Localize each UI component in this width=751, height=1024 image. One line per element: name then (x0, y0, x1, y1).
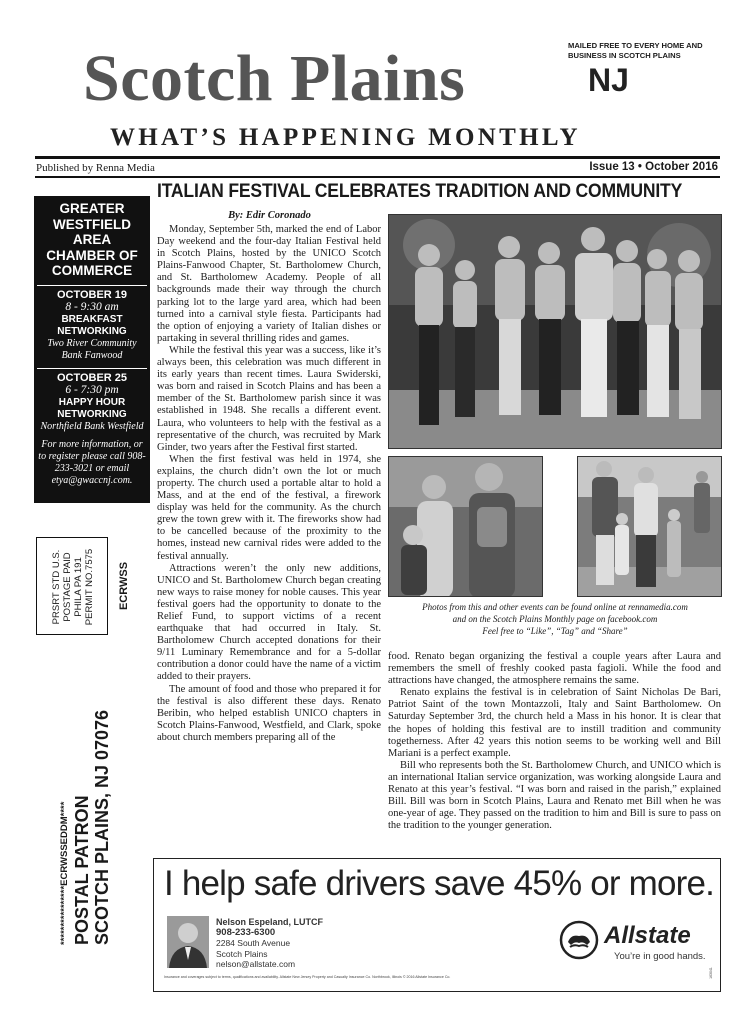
event-place: Two River Community Bank Fanwood (47, 337, 137, 361)
caption-line: Photos from this and other events can be found online at rennamedia.com (422, 602, 688, 612)
ad-fine-print: Insurance and coverages subject to terms, qualifications and availability. Allstate New Jersey Property and Casualty Insurance Co. Northbrook, Illinois © 2016 Allstate Insurance Co. (164, 975, 451, 979)
chamber-event (37, 368, 147, 433)
masthead-rule-bottom (35, 176, 720, 178)
event-time: 6 - 7:30 pm (65, 383, 119, 396)
family-photo (388, 456, 543, 597)
group-photo (388, 214, 722, 449)
article-paragraph: Monday, September 5th, marked the end of Labor Day weekend and the four-day Italian Festival held in Scotch Plains, hosted by the UNICO Scotch Plains-Fanwood Chapter, St. Bartholomew Church, and St. Bartholomew Academy. People of all backgrounds made their way through the church parking lot to the large yard area, which had been turned into a carnival style fiesta. Participants had the option of enjoying a variety of Italian dishes or partaking in several thrilling rides and games. (157, 224, 381, 344)
allstate-advertisement (153, 858, 721, 992)
chamber-title: GREATER WESTFIELD AREA CHAMBER OF COMMERCE (46, 201, 138, 278)
masthead-title: Scotch Plains (83, 42, 466, 115)
agent-email: nelson@allstate.com (216, 959, 296, 969)
event-place: Northfield Bank Westfield (40, 420, 144, 432)
good-hands-icon (559, 920, 599, 960)
agent-town: Scotch Plains (216, 948, 268, 959)
masthead-rule-top (35, 156, 720, 159)
chamber-sidebar (34, 196, 150, 503)
agent-street: 2284 South Avenue (216, 938, 291, 948)
agent-name: Nelson Espeland, LUTCF (216, 917, 324, 927)
issue-line: Issue 13 • October 2016 (589, 161, 718, 173)
masthead-state: NJ (588, 62, 629, 98)
article-paragraph: When the first festival was held in 1974, she explains, the church didn’t own the lot or much property. The church used a portable altar to hold a Mass, and at the end of the festival, a firework display was held for the community. As the church grew the town grew with it. The fireworks show had to be cancelled because of the proximity to the homes, instead new carnival rides were added to the festival annually. (157, 453, 381, 562)
caption-line: and on the Scotch Plains Monthly page on facebook.com (452, 614, 658, 624)
article-paragraph: While the festival this year was a success, like it’s always been, this celebration was much different in its early years than recent times. Laura Swiderski, was born and raised in Scotch Plains and has been a member of the St. Bartholomew parish since it was established in 1948. She recalls a different event. Laura, who volunteers to help with the festival as a representative of the church, was recruited by Mark Ginder, two years after the Festival first started. (157, 344, 381, 453)
brand-name: Allstate (604, 922, 691, 949)
address-sort-line: ****************ECRWSSEDDM**** (59, 801, 70, 945)
mailed-free-notice: MAILED FREE TO EVERY HOME AND BUSINESS IN SCOTCH PLAINS (568, 41, 703, 60)
postage-indicia (36, 537, 108, 635)
event-date: OCTOBER 25 (37, 368, 147, 384)
agent-phone: 908-233-6300 (216, 926, 276, 938)
mailing-address (58, 665, 112, 945)
article-column-2 (388, 651, 721, 849)
event-type: HAPPY HOUR NETWORKING (57, 396, 127, 420)
event-type: BREAKFAST NETWORKING (57, 313, 127, 337)
photo-caption (388, 601, 722, 637)
article-paragraph: Renato explains the festival is in celebration of Saint Nicholas De Bari, Patriot Saint of the town Montazzoli, Italy and Saint Bartholomew. On Saturday September 3rd, the church held a Mass in his honor. It is clear that the hopes of holding this festival are to instill tradition and community togetherness. After 42 years this notion seems to be working well and Bill Mariani is a perfect example. (388, 687, 721, 759)
article-headline: ITALIAN FESTIVAL CELEBRATES TRADITION AND COMMUNITY (157, 180, 683, 202)
article-paragraph: Attractions weren’t the only new additions, UNICO and St. Bartholomew Church began creating new ways to raise money for noble causes. This year festival goers had the opportunity to donate to the Relief Fund, to support victims of a recent earthquake that had occurred in Italy. St. Bartholomew Church accepted donations for their 9/11 Luminary Remembrance and for a 5-dollar contribution a donor could have the name of a victim added to their prayers. (157, 562, 381, 683)
brand-slogan: You’re in good hands. (614, 951, 706, 962)
article-column-1 (157, 224, 381, 852)
children-photo (577, 456, 722, 597)
event-time: 8 - 9:30 am (65, 300, 119, 313)
ad-headline: I help safe drivers save 45% or more. (164, 864, 715, 903)
article-paragraph: Bill who represents both the St. Bartholomew Church, and UNICO which is an international Italian service organization, was working alongside Laura and Renato at this year’s festival. “I was born and raised in the parish,” explained Bill. Bill was born in Scotch Plains, Laura and Renato met Bill when he was one-year of age. They passed on the tradition to him and Bill is sure to pass on the tradition to the younger generation. (388, 759, 721, 832)
address-recipient: POSTAL PATRON (72, 795, 92, 945)
masthead-subtitle: WHAT’S HAPPENING MONTHLY (110, 124, 581, 151)
ecrwss-label: ECRWSS (118, 561, 130, 611)
postage-text: PRSRT STD U.S. POSTAGE PAID PHILA PA 191 PERMIT NO.7575 (51, 548, 95, 626)
article-paragraph: food. Renato began organizing the festival a couple years after Laura and remembers the smell of freshly cooked pasta fagioli. While the food and attractions have changed, the atmosphere remains the same. (388, 651, 721, 687)
chamber-contact-info: For more information, or to register please call 908-233-3021 or email etya@gwaccnj.com. (38, 438, 146, 486)
agent-portrait (167, 916, 209, 968)
caption-line: Feel free to “Like”, “Tag” and “Share” (482, 626, 628, 636)
chamber-event (37, 285, 147, 362)
agent-contact (216, 917, 323, 970)
article-byline: By: Edir Coronado (228, 210, 311, 221)
allstate-logo (559, 920, 709, 964)
address-city: SCOTCH PLAINS, NJ 07076 (92, 709, 112, 945)
article-paragraph: The amount of food and those who prepared it for the festival is also different these days. Renato Beribin, who helped establish UNICO chapters in Scotch Plains-Fanwood, Westfield, and Clark, spoke about church members preparing all of the (157, 683, 381, 743)
publisher-line: Published by Renna Media (36, 162, 155, 174)
event-date: OCTOBER 19 (37, 285, 147, 301)
ad-code: 163041 (709, 967, 714, 979)
